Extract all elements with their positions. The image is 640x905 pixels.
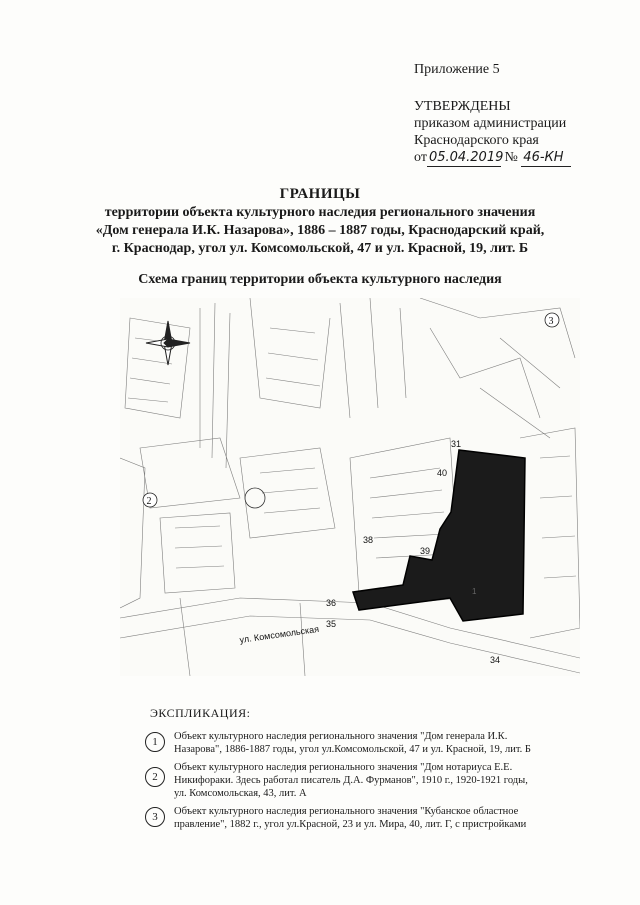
legend-text: Объект культурного наследия регионального значения "Кубанское областное (174, 806, 519, 817)
legend-heading: ЭКСПЛИКАЦИЯ: (150, 706, 251, 720)
object-marker: 1 (472, 587, 477, 596)
legend-text: правление", 1882 г., угол ул.Красной, 23 и ул. Мира, 40, лит. Г, с пристройками (174, 819, 527, 830)
approved-region-line: Краснодарского края (414, 133, 539, 148)
approval-block (414, 98, 571, 167)
map-object-2-marker: 2 (146, 496, 152, 507)
subtitle-line: «Дом генерала И.К. Назарова», 1886 – 1887 годы, Краснодарский край, (95, 223, 545, 238)
point-label: 40 (437, 468, 448, 478)
legend-number: 2 (145, 767, 165, 787)
point-label: 31 (451, 439, 462, 449)
number-label: № (504, 150, 518, 165)
point-label: 39 (420, 546, 431, 556)
subtitle-line: территории объекта культурного наследия регионального значения (104, 205, 536, 220)
approval-date-line (414, 149, 571, 167)
street-label: ул. Комсомольская (238, 623, 320, 645)
legend-number: 1 (145, 732, 165, 752)
legend-text: ул. Комсомольская, 43, лит. А (174, 788, 307, 799)
point-label: 35 (326, 619, 337, 629)
approved-by-line: приказом администрации (414, 116, 567, 131)
point-label: 34 (490, 655, 501, 665)
approval-date: 05.04.2019 (428, 150, 504, 165)
approved-heading: УТВЕРЖДЕНЫ (414, 99, 511, 114)
legend-text: Объект культурного наследия регионального значения "Дом генерала И.К. (174, 731, 508, 742)
scheme-title: Схема границ территории объекта культурного наследия (138, 272, 502, 287)
map-object-3-marker: 3 (548, 316, 554, 327)
document-subtitle (0, 204, 640, 258)
point-label: 36 (326, 598, 337, 608)
legend-text: Объект культурного наследия регионального значения "Дом нотариуса Е.Е. (174, 762, 513, 773)
subtitle-line: г. Краснодар, угол ул. Комсомольской, 47 и ул. Красной, 19, лит. Б (111, 241, 529, 256)
document-title: ГРАНИЦЫ (279, 186, 361, 202)
boundary-map (120, 298, 580, 676)
from-label: от (414, 150, 427, 165)
approval-number: 46-КН (521, 149, 571, 167)
legend-number: 3 (145, 807, 165, 827)
legend-text: Назарова", 1886-1887 годы, угол ул.Комсомольской, 47 и ул. Красной, 19, лит. Б (174, 744, 531, 755)
legend-text: Никифораки. Здесь работал писатель Д.А. Фурманов", 1910 г., 1920-1921 годы, (174, 775, 528, 786)
appendix-label: Приложение 5 (414, 62, 500, 77)
point-label: 38 (363, 535, 374, 545)
